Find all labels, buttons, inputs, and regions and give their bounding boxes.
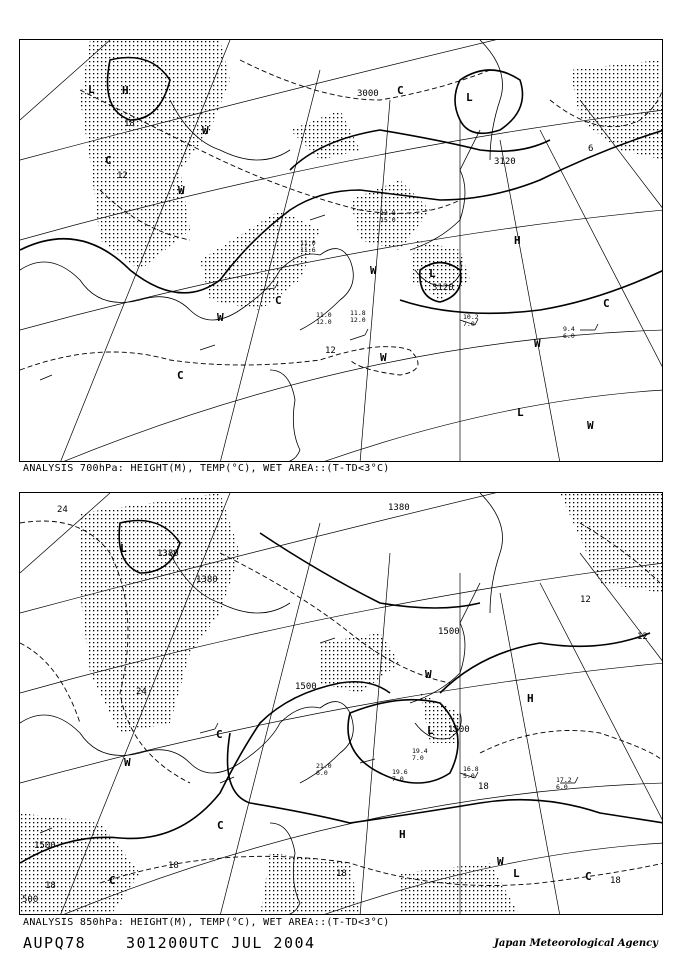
cold-center: C bbox=[585, 870, 592, 883]
station-observation: 11.8 12.0 bbox=[350, 309, 366, 324]
warm-center: W bbox=[217, 311, 224, 324]
high-center: H bbox=[399, 828, 406, 841]
temp-label: 18 bbox=[336, 869, 347, 879]
low-center: L bbox=[120, 542, 127, 555]
agency-name: Japan Meteorological Agency bbox=[494, 938, 658, 949]
station-observation: 11.0 11.6 bbox=[300, 239, 316, 254]
warm-center: W bbox=[425, 668, 432, 681]
warm-center: W bbox=[370, 264, 377, 277]
cold-center: C bbox=[216, 728, 223, 741]
temp-label: 18 bbox=[478, 782, 489, 792]
height-label: 1500 bbox=[34, 841, 56, 851]
wet-areas bbox=[20, 493, 663, 915]
temp-label: 18 bbox=[124, 119, 135, 129]
low-center: L bbox=[466, 91, 473, 104]
temp-label: 18 bbox=[45, 881, 56, 891]
low-center: L bbox=[513, 867, 520, 880]
station-observation: 17.2 6.0 bbox=[556, 776, 572, 791]
temp-label: 12 bbox=[580, 595, 591, 605]
height-label: 1500 bbox=[295, 682, 317, 692]
height-label: 1500 bbox=[438, 627, 460, 637]
temp-label: 6 bbox=[588, 144, 594, 154]
temp-label: 24 bbox=[57, 505, 68, 515]
height-label: 3120 bbox=[432, 283, 454, 293]
product-id: AUPQ78 bbox=[23, 934, 87, 952]
temp-label: 12 bbox=[637, 632, 648, 642]
station-observation: 10.2 7.0 bbox=[463, 313, 479, 328]
temp-label: 18 bbox=[168, 861, 179, 871]
height-label: 1380 bbox=[157, 549, 179, 559]
warm-center: W bbox=[587, 419, 594, 432]
cold-center: C bbox=[109, 874, 116, 887]
cold-center: C bbox=[275, 294, 282, 307]
caption-850hpa: ANALYSIS 850hPa: HEIGHT(M), TEMP(°C), WET AREA::(T-TD<3°C) bbox=[23, 917, 390, 928]
height-label: 1500 bbox=[448, 725, 470, 735]
station-observation: 19.4 7.0 bbox=[412, 747, 428, 762]
low-center: L bbox=[517, 406, 524, 419]
temp-label: 24 bbox=[136, 687, 147, 697]
cold-center: C bbox=[105, 154, 112, 167]
chart-700hpa bbox=[19, 39, 663, 462]
station-observation: 16.8 5.0 bbox=[463, 765, 479, 780]
cold-center: C bbox=[603, 297, 610, 310]
chart-850hpa bbox=[19, 492, 663, 915]
cold-center: C bbox=[177, 369, 184, 382]
cold-center: C bbox=[397, 84, 404, 97]
cold-center: C bbox=[217, 819, 224, 832]
height-label: 1380 bbox=[196, 575, 218, 585]
temp-label: 12 bbox=[117, 171, 128, 181]
caption-700hpa: ANALYSIS 700hPa: HEIGHT(M), TEMP(°C), WET AREA::(T-TD<3°C) bbox=[23, 463, 390, 474]
low-center: L bbox=[88, 83, 95, 96]
temp-label: 12 bbox=[325, 346, 336, 356]
station-observation: 9.4 6.0 bbox=[563, 325, 575, 340]
height-label: 3120 bbox=[494, 157, 516, 167]
high-center: H bbox=[514, 234, 521, 247]
station-observation: 12.8 15.0 bbox=[380, 209, 396, 224]
high-center: H bbox=[527, 692, 534, 705]
low-center: L bbox=[429, 267, 436, 280]
corner-label: 500 bbox=[22, 895, 39, 905]
station-observation: 11.0 12.0 bbox=[316, 311, 332, 326]
warm-center: W bbox=[124, 756, 131, 769]
station-observation: 21.0 6.0 bbox=[316, 762, 332, 777]
height-label: 3000 bbox=[357, 89, 379, 99]
map-700hpa bbox=[20, 40, 663, 462]
warm-center: W bbox=[202, 124, 209, 137]
height-label: 1380 bbox=[388, 503, 410, 513]
warm-center: W bbox=[380, 351, 387, 364]
map-850hpa bbox=[20, 493, 663, 915]
warm-center: W bbox=[534, 337, 541, 350]
valid-time: 301200UTC JUL 2004 bbox=[126, 934, 316, 952]
high-center: H bbox=[122, 84, 129, 97]
temp-label: 18 bbox=[610, 876, 621, 886]
warm-center: W bbox=[178, 184, 185, 197]
low-center: L bbox=[427, 724, 434, 737]
warm-center: W bbox=[497, 855, 504, 868]
station-observation: 19.6 7.0 bbox=[392, 768, 408, 783]
